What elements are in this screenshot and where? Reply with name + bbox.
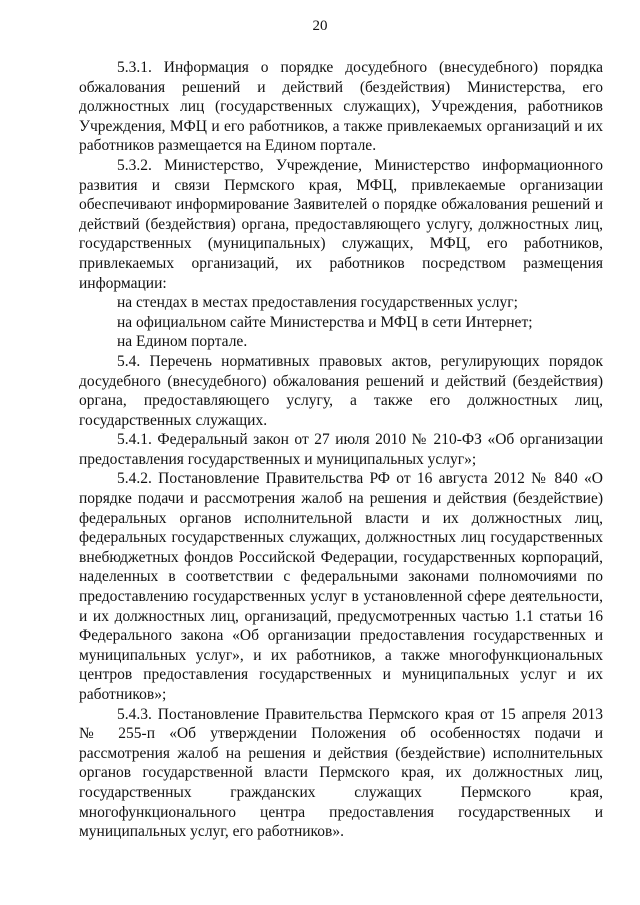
paragraph-5-3-1: 5.3.1. Информация о порядке досудебного (внесудебного) порядка обжалования решений и действий (бездействия) Министерства, его должностных лиц (государственных служащих), Учреждения, работников Учреждения, МФЦ и его работников, а также привлекаемых организаций и их работников размещается на Едином портале. <box>79 59 603 155</box>
paragraph-5-4: 5.4. Перечень нормативных правовых актов, регулирующих порядок досудебного (внесудебного) обжалования решений и действий (бездействия) органа, предоставляющего услугу, а также его должностных лиц, государственных служащих. <box>79 352 603 429</box>
paragraph-5-3-2: 5.3.2. Министерство, Учреждение, Министерство информационного развития и связи Пермского края, МФЦ, привлекаемые организации обеспечивают информирование Заявителей о порядке обжалования решений и действий (бездействия) органа, предоставляющего услугу, должностных лиц, государственных (муниципальных) служащих, МФЦ, его работников, привлекаемых организаций, их работников посредством размещения информации: <box>79 156 603 292</box>
list-item-stands: на стендах в местах предоставления государственных услуг; <box>117 294 518 312</box>
list-item-portal: на Едином портале. <box>117 333 248 351</box>
paragraph-5-4-1: 5.4.1. Федеральный закон от 27 июля 2010 № 210-ФЗ «Об организации предоставления государственных и муниципальных услуг»; <box>79 431 603 468</box>
list-item-website: на официальном сайте Министерства и МФЦ в сети Интернет; <box>117 313 533 331</box>
document-body <box>79 58 603 842</box>
page-number: 20 <box>312 18 328 34</box>
paragraph-5-4-2: 5.4.2. Постановление Правительства РФ от 16 августа 2012 № 840 «О порядке подачи и рассмотрения жалоб на решения и действия (бездействие) федеральных органов исполнительной власти и их должностных лиц, федеральных государственных служащих, должностных лиц государственных внебюджетных фондов Российской Федерации, государственных корпораций, наделенных в соответствии с федеральными законами полномочиями по предоставлению государственных услуг в установленной сфере деятельности, и их должностных лиц, организаций, предусмотренных частью 1.1 статьи 16 Федерального закона «Об организации предоставления государственных и муниципальных услуг», и их работников, а также многофункциональных центров предоставления государственных и муниципальных услуг и их работников»; <box>79 470 603 703</box>
paragraph-5-4-3: 5.4.3. Постановление Правительства Пермского края от 15 апреля 2013 № 255-п «Об утверждении Положения об особенностях подачи и рассмотрения жалоб на решения и действия (бездействие) исполнительных органов государственной власти Пермского края, их должностных лиц, государственных гражданских служащих Пермского края, многофункционального центра предоставления государственных и муниципальных услуг, его работников». <box>79 705 603 841</box>
